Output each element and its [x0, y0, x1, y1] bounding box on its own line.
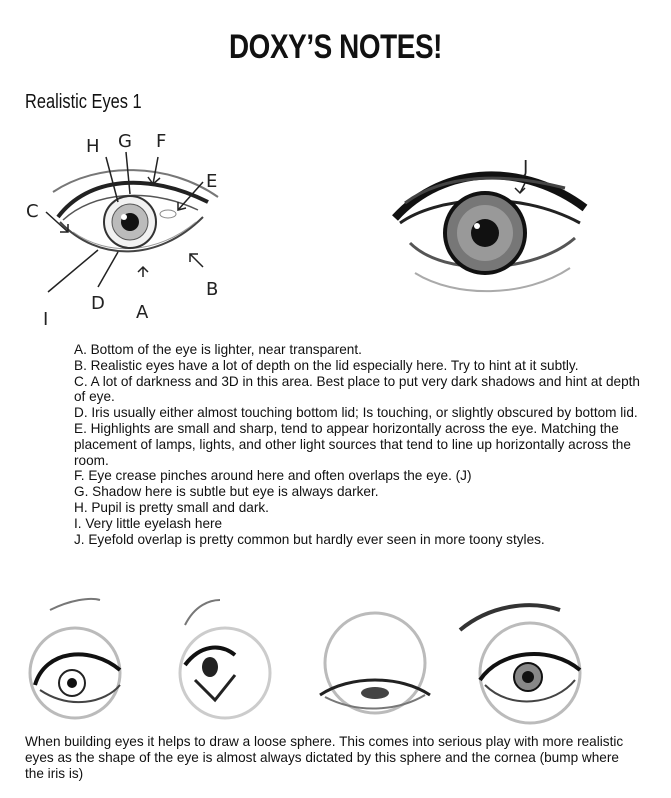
sketch-step-3	[320, 613, 430, 713]
note-item: B. Realistic eyes have a lot of depth on the lid especially here. Try to hint at it subtly.	[74, 357, 579, 373]
label-d: D	[91, 293, 105, 314]
sketch-step-1	[30, 599, 120, 718]
label-e: E	[206, 171, 218, 192]
labeled-eye-sketch	[18, 122, 248, 337]
label-f: F	[156, 131, 167, 152]
note-item: F. Eye crease pinches around here and often overlaps the eye. (J)	[74, 468, 472, 484]
notes-list	[74, 342, 654, 547]
sketch-step-4	[460, 605, 580, 723]
page-title: DOXY’S NOTES!	[228, 28, 443, 66]
section-subtitle: Realistic Eyes 1	[25, 91, 142, 113]
note-item: J. Eyefold overlap is pretty common but hardly ever seen in more toony styles.	[74, 531, 545, 547]
note-item: E. Highlights are small and sharp, tend to appear horizontally across the eye. Matching the placement of lamps, lights, and other light sources that tend to line up horizontally across the room.	[74, 420, 631, 468]
label-j: J	[523, 157, 529, 178]
label-b: B	[206, 279, 219, 300]
label-c: C	[26, 201, 39, 222]
label-i: I	[43, 309, 49, 330]
label-a: A	[136, 302, 149, 323]
note-item: I. Very little eyelash here	[74, 515, 223, 531]
note-item: A. Bottom of the eye is lighter, near transparent.	[74, 342, 362, 357]
shaded-eye-sketch	[385, 148, 600, 308]
note-item: G. Shadow here is subtle but eye is always darker.	[74, 484, 379, 500]
note-item: C. A lot of darkness and 3D in this area. Best place to put very dark shadows and hint at depth of eye.	[74, 373, 640, 405]
eye-construction-sketches	[20, 585, 650, 735]
label-g: G	[118, 131, 132, 152]
note-item: H. Pupil is pretty small and dark.	[74, 499, 269, 515]
note-item: D. Iris usually either almost touching bottom lid; Is touching, or slightly obscured by bottom lid.	[74, 405, 638, 421]
sketch-step-2	[180, 600, 270, 718]
sphere-paragraph: When building eyes it helps to draw a loose sphere. This comes into serious play with more realistic eyes as the shape of the eye is almost always dictated by this sphere and the cornea (bump where the iris is)	[25, 734, 624, 781]
label-h: H	[86, 136, 100, 157]
